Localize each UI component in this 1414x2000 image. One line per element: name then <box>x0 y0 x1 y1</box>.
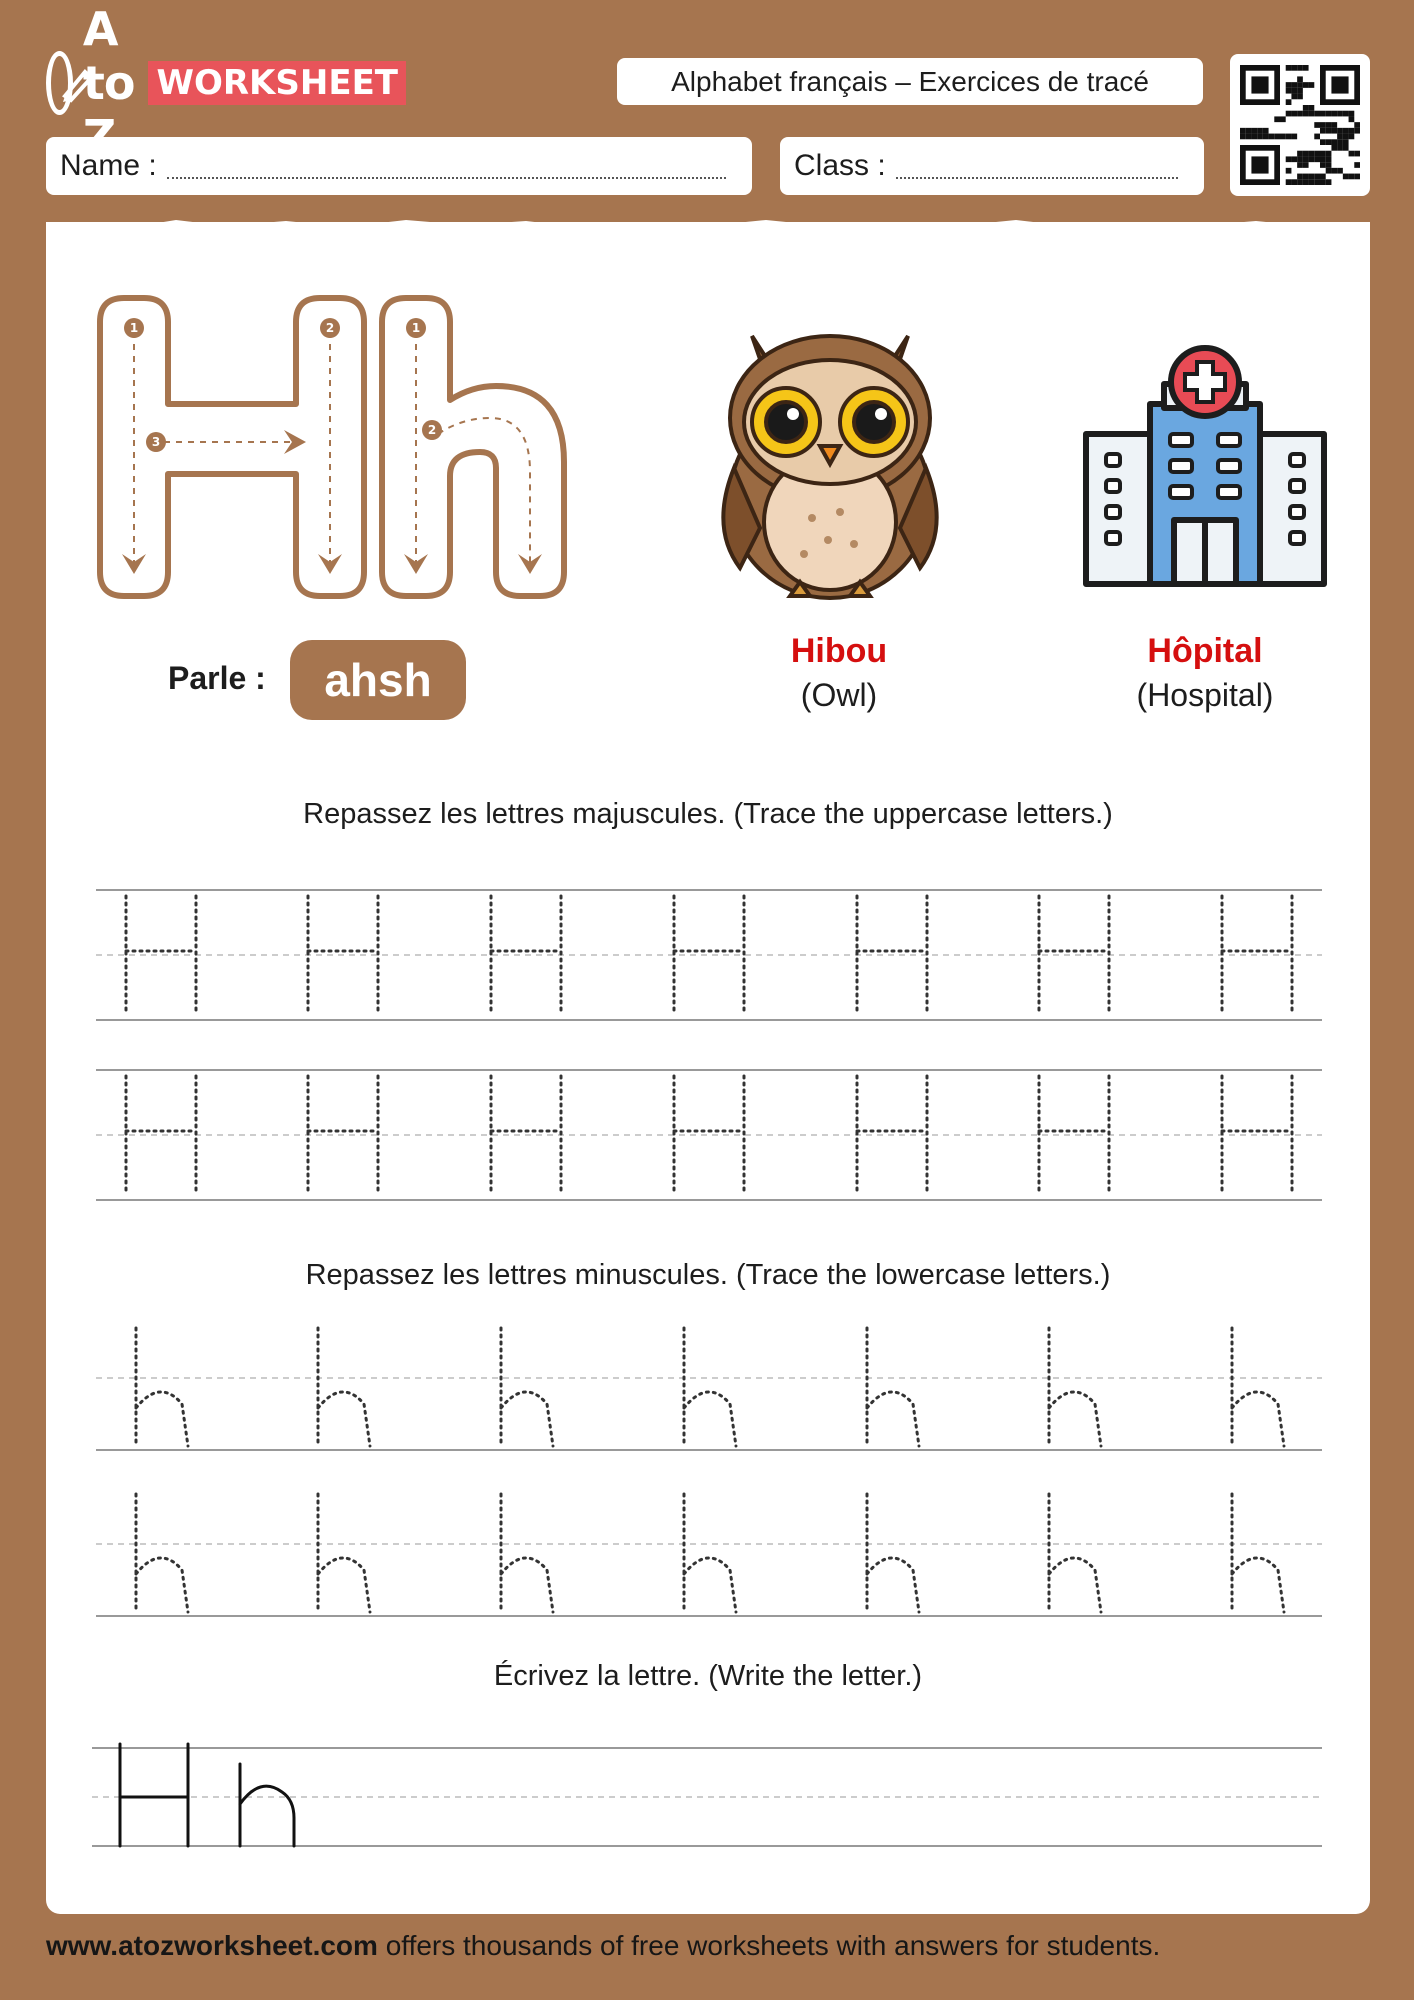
word-card-hibou <box>689 632 989 714</box>
word-english: (Hospital) <box>1136 677 1274 713</box>
instruction-uppercase: Repassez les lettres majuscules. (Trace the uppercase letters.) <box>303 798 1113 830</box>
class-line[interactable] <box>896 153 1178 179</box>
instruction-write: Écrivez la lettre. (Write the letter.) <box>493 1660 923 1692</box>
word-french: Hôpital <box>1147 632 1263 670</box>
instruction-lowercase: Repassez les lettres minuscules. (Trace the lowercase letters.) <box>305 1259 1111 1291</box>
word-french: Hibou <box>790 632 888 670</box>
name-line[interactable] <box>167 153 726 179</box>
class-field[interactable] <box>780 137 1204 195</box>
word-english: (Owl) <box>800 677 878 713</box>
footer-site[interactable]: www.atozworksheet.com <box>46 1930 378 1961</box>
word-card-hopital <box>1055 632 1355 714</box>
pencil-logo-icon <box>46 51 73 115</box>
svg-text:1: 1 <box>129 321 139 335</box>
qr-code-icon <box>1240 64 1360 186</box>
owl-icon <box>700 318 960 608</box>
worksheet-title: Alphabet français – Exercices de tracé <box>617 58 1203 105</box>
hospital-icon <box>1080 344 1330 590</box>
footer-text: offers thousands of free worksheets with answers for students. <box>377 1930 1161 1961</box>
svg-text:2: 2 <box>325 321 335 335</box>
svg-text:1: 1 <box>411 321 421 335</box>
footer-note <box>46 1930 1160 1962</box>
brand-logo <box>46 2 406 116</box>
speak-label: Parle : <box>168 660 266 696</box>
qr-code <box>1230 54 1370 196</box>
name-label: Name : <box>60 149 157 182</box>
brand-badge: WORKSHEET <box>148 61 406 105</box>
svg-text:3: 3 <box>151 435 161 449</box>
brand-prefix: A to <box>82 2 135 110</box>
letter-stroke-guide <box>92 292 572 602</box>
sound-pill: ahsh <box>290 640 466 720</box>
svg-text:2: 2 <box>427 423 437 437</box>
name-field[interactable] <box>46 137 752 195</box>
class-label: Class : <box>794 149 886 182</box>
